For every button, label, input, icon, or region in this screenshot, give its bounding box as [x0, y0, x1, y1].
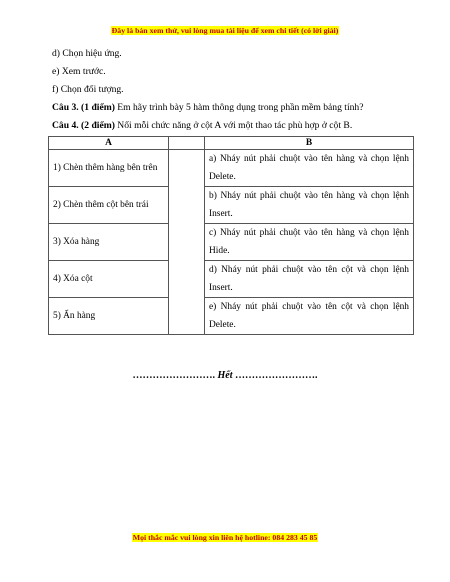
- end-dots-right: …………………….: [232, 370, 318, 381]
- question-3-label: Câu 3. (1 điểm): [52, 102, 115, 113]
- gap-cell: [169, 224, 205, 261]
- column-a-cell: 5) Ẩn hàng: [49, 298, 169, 335]
- end-marker: [0, 370, 450, 381]
- column-a-cell: 3) Xóa hàng: [49, 224, 169, 261]
- gap-cell: [169, 150, 205, 187]
- column-b-cell: d) Nháy nút phải chuột vào tên cột và chọn lệnh Insert.: [205, 261, 414, 298]
- column-b-cell: a) Nháy nút phải chuột vào tên hàng và chọn lệnh Delete.: [205, 150, 414, 187]
- column-a-cell: 1) Chèn thêm hàng bên trên: [49, 150, 169, 187]
- column-a-cell: 4) Xóa cột: [49, 261, 169, 298]
- table-row: [49, 187, 414, 224]
- table-row: [49, 298, 414, 335]
- column-a-header: A: [49, 137, 169, 150]
- column-a-cell: 2) Chèn thêm cột bên trái: [49, 187, 169, 224]
- table-row: [49, 261, 414, 298]
- gap-cell: [169, 261, 205, 298]
- question-4-label: Câu 4. (2 điểm): [52, 120, 115, 131]
- question-3: [52, 102, 364, 113]
- table-row: [49, 224, 414, 261]
- column-b-cell: e) Nháy nút phải chuột vào tên cột và chọn lệnh Delete.: [205, 298, 414, 335]
- question-4-text: Nối mỗi chức năng ở cột A với một thao tác phù hợp ở cột B.: [114, 120, 353, 131]
- gap-cell: [169, 298, 205, 335]
- question-4: [52, 120, 352, 131]
- column-b-cell: b) Nháy nút phải chuột vào tên hàng và chọn lệnh Insert.: [205, 187, 414, 224]
- column-b-header: B: [205, 137, 414, 150]
- option-d: d) Chọn hiệu ứng.: [52, 48, 122, 59]
- matching-table: [48, 136, 414, 335]
- bottom-hotline-notice: [0, 533, 450, 542]
- gap-cell: [169, 187, 205, 224]
- option-f: f) Chọn đối tượng.: [52, 84, 124, 95]
- top-preview-notice: [0, 26, 450, 35]
- table-row: [49, 150, 414, 187]
- header-gap: [169, 137, 205, 150]
- question-3-text: Em hãy trình bày 5 hàm thông dụng trong phần mềm bảng tính?: [114, 102, 364, 113]
- table-header-row: [49, 137, 414, 150]
- top-preview-notice-text: Đây là bản xem thử, vui lòng mua tài liệu để xem chi tiết (có lời giải): [111, 26, 339, 35]
- end-dots-left: …………………….: [132, 370, 218, 381]
- end-word: Hết: [217, 370, 233, 381]
- option-e: e) Xem trước.: [52, 66, 106, 77]
- bottom-hotline-text: Mọi thắc mắc vui lòng xin liên hệ hotline: 084 283 45 85: [132, 533, 318, 542]
- column-b-cell: c) Nháy nút phải chuột vào tên hàng và chọn lệnh Hide.: [205, 224, 414, 261]
